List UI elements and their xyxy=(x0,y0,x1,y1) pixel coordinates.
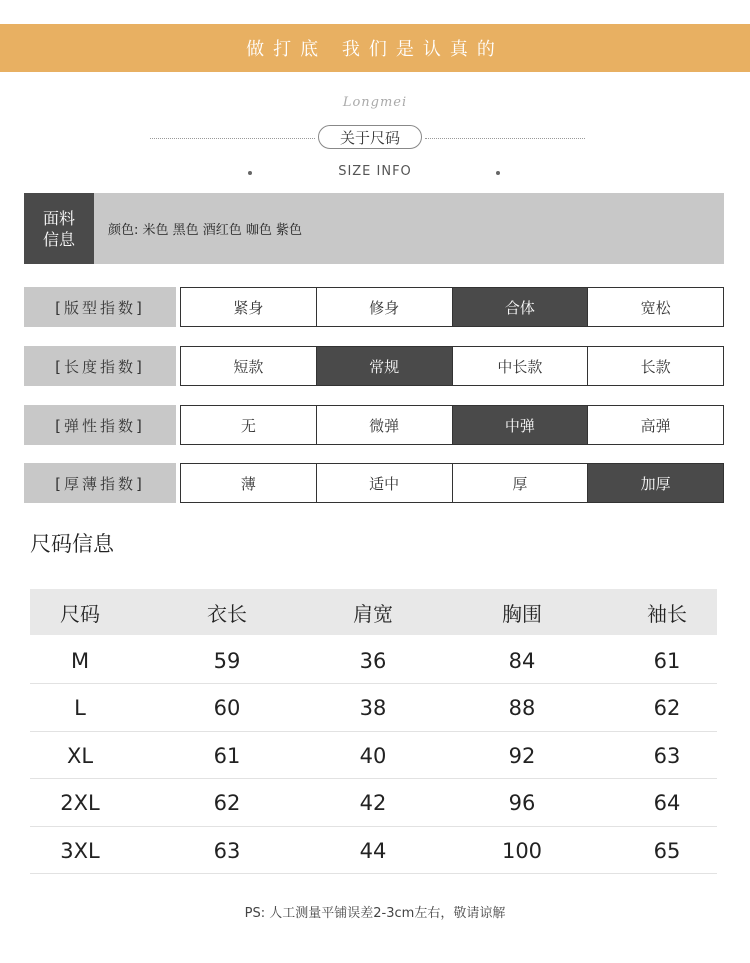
index-option-selected: 加厚 xyxy=(587,464,723,502)
table-header-cell: 衣长 xyxy=(207,601,247,626)
index-option: 适中 xyxy=(316,464,452,502)
dotted-divider-right xyxy=(425,138,585,139)
banner-text: 做打底 我们是认真的 xyxy=(246,39,504,60)
brand-script: Longmei xyxy=(342,95,408,110)
fabric-label xyxy=(24,193,94,264)
table-cell: 38 xyxy=(359,696,387,720)
table-cell: 84 xyxy=(508,648,536,673)
index-option: 短款 xyxy=(233,357,264,376)
table-row xyxy=(30,637,717,684)
top-banner xyxy=(0,24,750,72)
fabric-label-line2: 信息 xyxy=(42,229,75,249)
table-cell: 2XL xyxy=(60,791,100,815)
table-row xyxy=(30,780,717,827)
table-cell: 62 xyxy=(653,696,681,720)
fabric-colors: 颜色: 米色 黑色 酒红色 咖色 紫色 xyxy=(108,223,303,238)
dot-right xyxy=(496,171,500,175)
section-subtitle: SIZE INFO xyxy=(338,164,412,179)
index-label: [长度指数] xyxy=(24,346,176,386)
index-option: 长款 xyxy=(587,347,723,385)
index-option-selected: 合体 xyxy=(452,288,588,326)
table-cell: L xyxy=(74,696,86,720)
table-cell: 60 xyxy=(213,696,241,720)
table-cell: 3XL xyxy=(60,838,100,863)
index-label: [版型指数] xyxy=(24,287,176,327)
index-row xyxy=(24,346,724,386)
index-option: 紧身 xyxy=(233,298,264,317)
index-row xyxy=(24,287,724,327)
table-cell: 63 xyxy=(213,838,241,863)
table-cell: M xyxy=(70,648,90,673)
table-cell: 40 xyxy=(359,743,387,768)
table-row xyxy=(30,827,717,874)
table-cell: 36 xyxy=(359,648,387,673)
table-cell: 64 xyxy=(653,791,681,815)
table-header-cell: 肩宽 xyxy=(353,601,393,626)
table-cell: 59 xyxy=(213,648,241,673)
index-option: 无 xyxy=(240,416,256,435)
table-row xyxy=(30,732,717,779)
index-option: 厚 xyxy=(452,464,588,502)
index-option: 修身 xyxy=(316,288,452,326)
index-options xyxy=(180,346,724,386)
index-option: 薄 xyxy=(240,474,256,493)
index-option-selected: 中弹 xyxy=(452,406,588,444)
table-cell: 92 xyxy=(508,743,536,768)
index-row xyxy=(24,463,724,503)
table-cell: 65 xyxy=(653,838,681,863)
table-cell: 63 xyxy=(653,743,681,768)
table-header-cell: 胸围 xyxy=(502,601,542,626)
size-table-header xyxy=(30,589,717,635)
index-options xyxy=(180,405,724,445)
table-cell: 61 xyxy=(213,743,241,768)
index-option: 微弹 xyxy=(316,406,452,444)
index-label: [弹性指数] xyxy=(24,405,176,445)
index-options xyxy=(180,287,724,327)
table-row xyxy=(30,685,717,732)
table-cell: 100 xyxy=(501,838,543,863)
index-options xyxy=(180,463,724,503)
size-heading: 尺码信息 xyxy=(30,532,114,556)
measurement-note: PS: 人工测量平铺误差2-3cm左右，敬请谅解 xyxy=(244,906,506,921)
fabric-label-line1: 面料 xyxy=(42,208,75,228)
table-cell: 61 xyxy=(653,648,681,673)
table-cell: XL xyxy=(66,743,94,768)
table-header-cell: 袖长 xyxy=(647,601,687,626)
index-option: 高弹 xyxy=(587,406,723,444)
index-option-selected: 常规 xyxy=(316,347,452,385)
table-cell: 44 xyxy=(359,838,387,863)
table-cell: 42 xyxy=(359,791,387,815)
index-option: 中长款 xyxy=(452,347,588,385)
index-option: 宽松 xyxy=(587,288,723,326)
index-label: [厚薄指数] xyxy=(24,463,176,503)
fabric-info-panel xyxy=(24,193,724,264)
index-row xyxy=(24,405,724,445)
table-header-cell: 尺码 xyxy=(60,601,100,626)
table-cell: 62 xyxy=(213,791,241,815)
table-cell: 88 xyxy=(508,696,536,720)
table-cell: 96 xyxy=(508,791,536,815)
dotted-divider-left xyxy=(150,138,315,139)
section-title: 关于尺码 xyxy=(318,125,422,149)
